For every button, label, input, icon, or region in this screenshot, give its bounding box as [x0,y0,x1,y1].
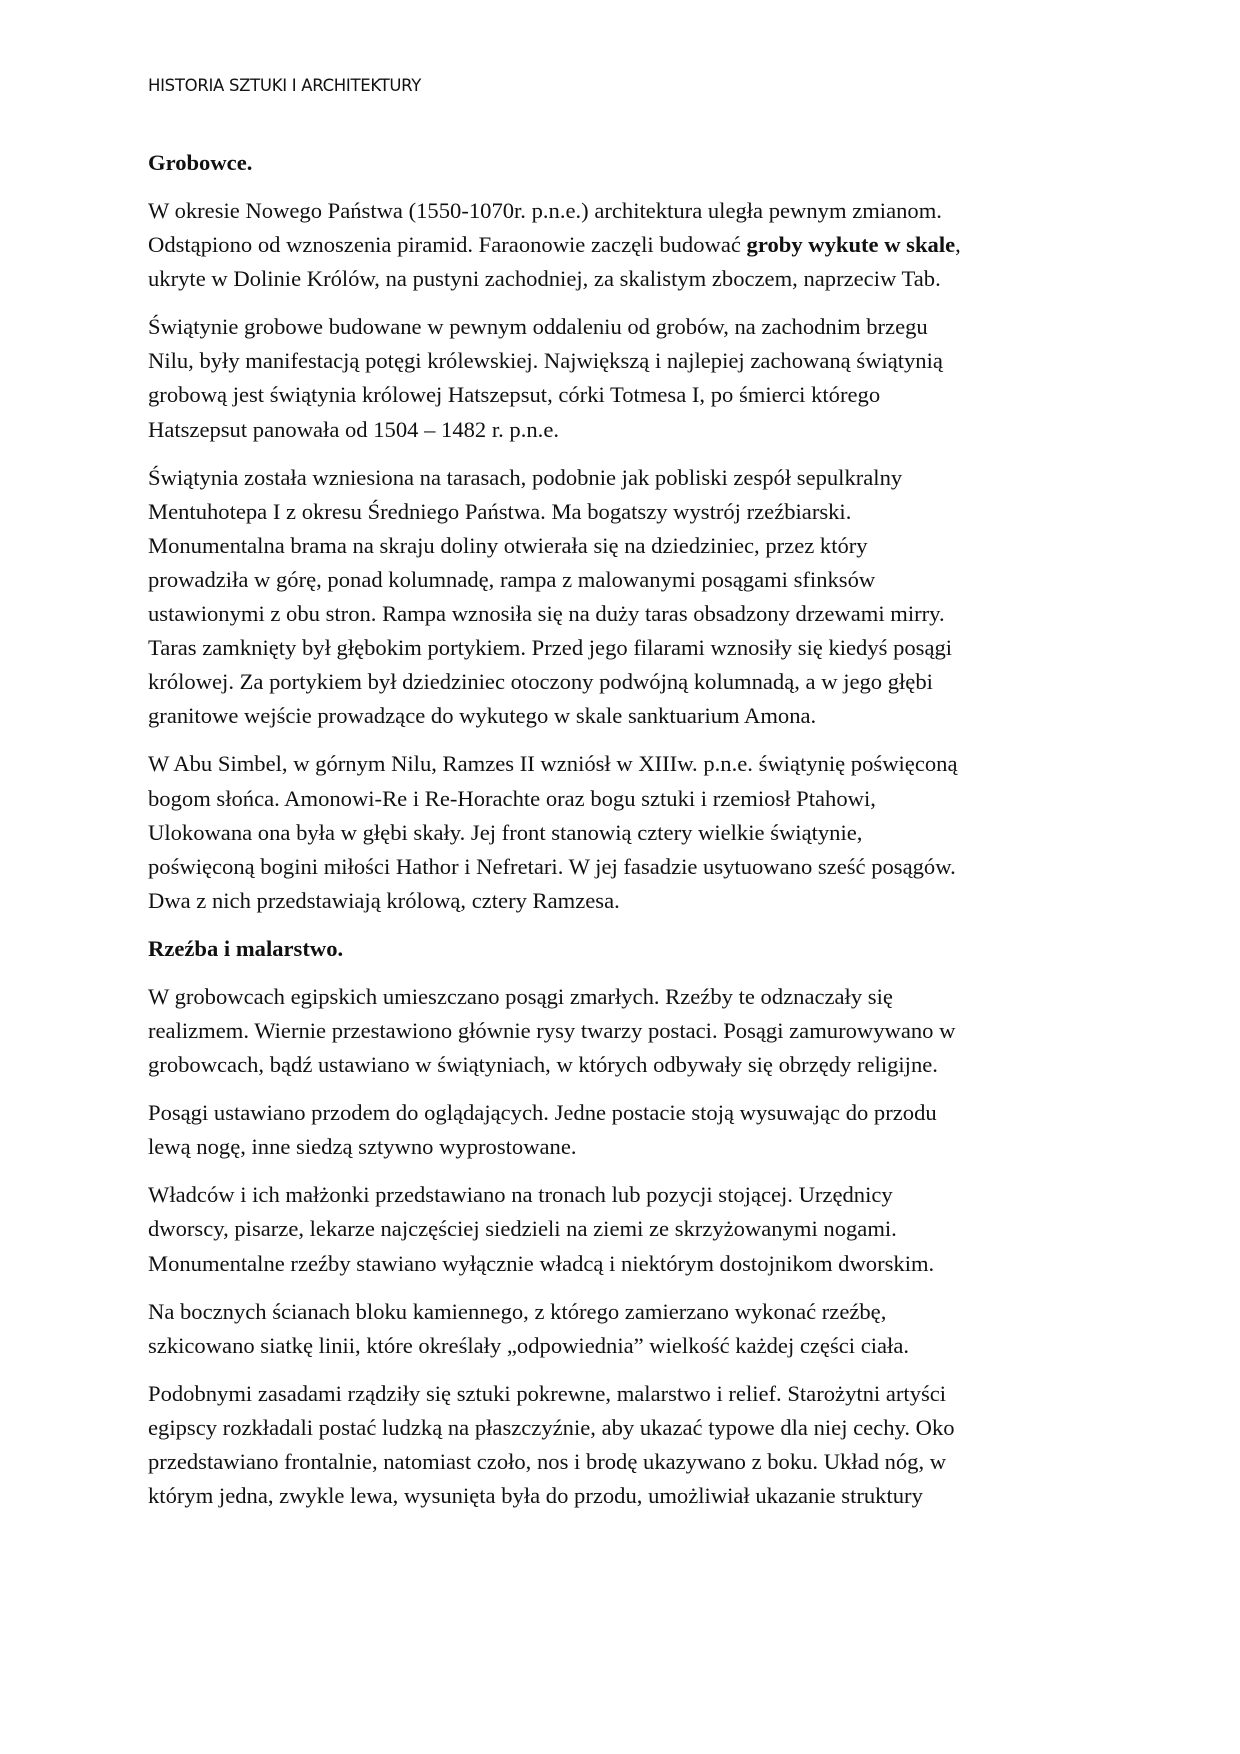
document-body [148,146,1093,1527]
text-line: przedstawiano frontalnie, natomiast czoło, nos i brodę ukazywano z boku. Układ nóg, w [148,1449,947,1474]
text-line: Dwa z nich przedstawiają królową, cztery Ramzesa. [148,887,620,913]
text-line: poświęconą bogini miłości Hathor i Nefretari. W jej fasadzie usytuowano sześć posągów. [148,853,956,879]
text-line: W Abu Simbel, w górnym Nilu, Ramzes II wzniósł w XIIIw. p.n.e. świątynię poświęconą [148,751,958,777]
text-run: Odstąpiono od wznoszenia piramid. Faraonowie zaczęli budować [148,232,747,258]
paragraph [148,980,1093,1082]
text-line: bogom słońca. Amonowi-Re i Re-Horachte oraz bogu sztuki i rzemiosł Ptahowi, [148,785,876,811]
text-line: granitowe wejście prowadzące do wykutego w skale sanktuarium Amona. [148,703,817,729]
text-line: którym jedna, zwykle lewa, wysunięta była do przodu, umożliwiał ukazanie struktury [148,1483,923,1509]
text-line: grobowcach, bądź ustawiano w świątyniach, w których odbywały się obrzędy religijne. [148,1052,938,1078]
paragraph [148,1295,1093,1363]
text-line: grobową jest świątynia królowej Hatszepsut, córki Totmesa I, po śmierci którego [148,382,881,408]
text-line: egipscy rozkładali postać ludzką na płaszczyźnie, aby ukazać typowe dla niej cechy. Oko [148,1414,955,1440]
section-heading: Rzeźba i malarstwo. [148,935,344,961]
text-line: królowej. Za portykiem był dziedziniec otoczony podwójną kolumnadą, a w jego głębi [148,669,933,695]
text-line: Monumentalne rzeźby stawiano wyłącznie władcą i niektórym dostojnikom dworskim. [148,1250,935,1276]
text-line: Świątynia została wzniesiona na tarasach, podobnie jak pobliski zespół sepulkralny [148,464,903,490]
text-line: Hatszepsut panowała od 1504 – 1482 r. p.n.e. [148,416,560,442]
text-run: , [955,232,961,258]
text-line: prowadziła w górę, ponad kolumnadę, rampa z malowanymi posągami sfinksów [148,566,876,592]
paragraph [148,1096,1093,1164]
section-heading: Grobowce. [148,150,253,175]
text-line: dworscy, pisarze, lekarze najczęściej siedzieli na ziemi ze skrzyżowanymi nogami. [148,1216,897,1242]
paragraph [148,1178,1093,1280]
text-line: Ulokowana ona była w głębi skały. Jej front stanowią cztery wielkie świątynie, [148,819,863,845]
text-line: Posągi ustawiano przodem do oglądających. Jedne postacie stoją wysuwając do przodu [148,1100,937,1126]
text-line: lewą nogę, inne siedzą sztywno wyprostowane. [148,1134,577,1160]
running-header: HISTORIA SZTUKI I ARCHITEKTURY [148,76,422,95]
text-line: realizmem. Wiernie przestawiono głównie rysy twarzy postaci. Posągi zamurowywano w [148,1017,956,1043]
text-line: ustawionymi z obu stron. Rampa wznosiła się na duży taras obsadzony drzewami mirry. [148,601,945,627]
text-line: ukryte w Dolinie Królów, na pustyni zachodniej, za skalistym zboczem, naprzeciw Tab. [148,266,941,292]
text-line: W grobowcach egipskich umieszczano posągi zmarłych. Rzeźby te odznaczały się [148,983,893,1009]
text-line: Władców i ich małżonki przedstawiano na tronach lub pozycji stojącej. Urzędnicy [148,1182,893,1208]
text-line: Monumentalna brama na skraju doliny otwierała się na dziedziniec, przez który [148,532,868,558]
text-line: Świątynie grobowe budowane w pewnym oddaleniu od grobów, na zachodnim brzegu [148,314,928,340]
text-line: Nilu, były manifestacją potęgi królewskiej. Największą i najlepiej zachowaną świątynią [148,348,943,374]
text-line: W okresie Nowego Państwa (1550-1070r. p.n.e.) architektura uległa pewnym zmianom. [148,198,942,223]
text-line: Na bocznych ścianach bloku kamiennego, z którego zamierzano wykonać rzeźbę, [148,1298,887,1324]
bold-text: groby wykute w skale [746,232,956,258]
paragraph [148,310,1093,446]
paragraph [148,1377,1093,1513]
text-line: Taras zamknięty był głębokim portykiem. Przed jego filarami wznosiły się kiedyś posągi [148,635,953,661]
paragraph [148,194,1093,296]
paragraph [148,461,1093,734]
text-line [148,228,1093,262]
paragraph [148,747,1093,917]
text-line: Mentuhotepa I z okresu Średniego Państwa. Ma bogatszy wystrój rzeźbiarski. [148,498,852,524]
text-line: Podobnymi zasadami rządziły się sztuki pokrewne, malarstwo i relief. Starożytni artyści [148,1380,947,1406]
text-line: szkicowano siatkę linii, które określały „odpowiednia” wielkość każdej części ciała. [148,1332,909,1358]
